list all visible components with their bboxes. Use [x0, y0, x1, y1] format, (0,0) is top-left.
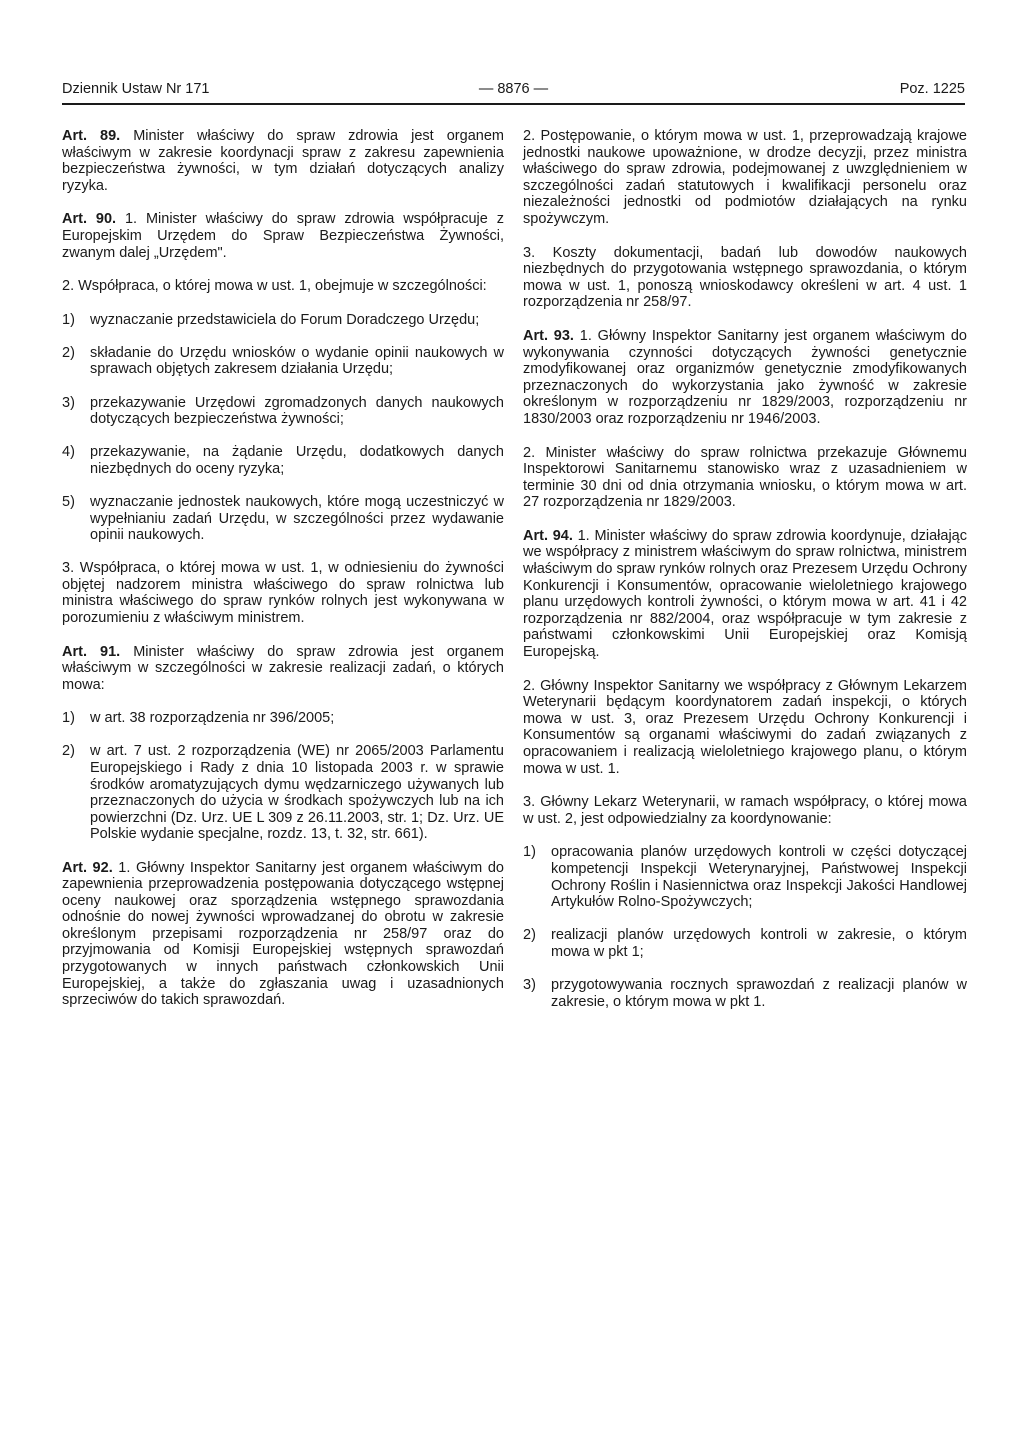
item-number: 3)	[523, 976, 536, 993]
page-number: — 8876 —	[478, 81, 549, 97]
list-item	[62, 710, 504, 727]
article-93-par-1	[523, 328, 967, 428]
article-89	[62, 128, 504, 194]
article-90-par-1	[62, 211, 504, 261]
right-column	[523, 128, 967, 1027]
article-text: Minister właściwy do spraw zdrowia jest organem właściwym w zakresie koordynacji spraw z zakresu zapewnienia bezpieczeństwa żywności, w tym działań dotyczących analizy ryzyka.	[62, 128, 504, 194]
article-92-par-2: 2. Postępowanie, o którym mowa w ust. 1, przeprowadzają krajowe jednostki naukowe upoważnione, w drodze decyzji, przez ministra właściwego do spraw zdrowia, podejmowanej z uwzględnieniem w szczególności zadań statutowych i kwalifikacji personelu oraz niezależności jednostki od podmiotów działających na rynku spożywczym.	[523, 128, 967, 227]
journal-title: Dziennik Ustaw Nr 171	[62, 81, 210, 97]
article-text: 1. Główny Inspektor Sanitarny jest organem właściwym do zapewnienia przeprowadzenia postępowania dotyczącego wstępnej oceny naukowej oraz sporządzenia wstępnego sprawozdania odnośnie do nowej żywności wprowadzanej do obrotu w zakresie określonym przepisami rozporządzenia nr 258/97 oraz do przyjmowania od Komisji Europejskiej wstępnych sprawozdań przygotowanych w innych państwach członkowskich Unii Europejskiej, a także do zgłaszania uwag i uzasadnionych sprzeciwów do takich sprawozdań.	[62, 859, 504, 1009]
article-label: Art. 89.	[62, 128, 121, 144]
item-number: 5)	[62, 493, 75, 510]
list-item	[62, 743, 504, 843]
item-text: wyznaczanie jednostek naukowych, które mogą uczestniczyć w wypełnianiu zadań Urzędu, w szczególności przez wydawanie opinii naukowych.	[90, 493, 504, 544]
list-item	[62, 312, 504, 329]
item-number: 2)	[62, 344, 75, 361]
item-text: przekazywanie Urzędowi zgromadzonych danych naukowych dotyczących bezpieczeństwa żywności;	[90, 394, 504, 428]
article-94-par-3: 3. Główny Lekarz Weterynarii, w ramach współpracy, o której mowa w ust. 2, jest odpowiedzialny za koordynowanie:	[523, 794, 967, 827]
item-number: 2)	[523, 927, 536, 944]
header-rule	[62, 103, 965, 105]
item-text: w art. 38 rozporządzenia nr 396/2005;	[90, 710, 335, 727]
list-item	[62, 494, 504, 544]
article-text: Minister właściwy do spraw zdrowia jest organem właściwym w szczególności w zakresie realizacji zadań, o których mowa:	[62, 643, 504, 693]
article-92-par-1	[62, 860, 504, 1009]
item-number: 3)	[62, 394, 75, 411]
list-item	[62, 444, 504, 477]
item-text: w art. 7 ust. 2 rozporządzenia (WE) nr 2065/2003 Parlamentu Europejskiego i Rady z dnia 10 listopada 2003 r. w sprawie środków aromatyzujących dymu wędzarniczego używanych lub przeznaczonych do użycia w środkach spożywczych lub na ich powierzchni (Dz. Urz. UE L 309 z 26.11.2003, str. 1; Dz. Urz. UE Polskie wydanie specjalne, rozdz. 13, t. 32, str. 661).	[90, 743, 504, 843]
item-number: 4)	[62, 444, 75, 461]
item-number: 1)	[62, 710, 75, 727]
item-number: 1)	[62, 311, 75, 328]
article-text: 1. Główny Inspektor Sanitarny jest organem właściwym do wykonywania czynności dotyczących żywności genetycznie zmodyfikowanej oraz organizmów genetycznie zmodyfikowanych przeznaczonych do wykorzystania jako żywność w zakresie określonym w rozporządzeniu nr 1829/2003, rozporządzeniu nr 1830/2003 oraz rozporządzeniu nr 1946/2003.	[523, 327, 967, 427]
article-91	[62, 644, 504, 694]
article-label: Art. 93.	[523, 327, 574, 344]
item-text: przekazywanie, na żądanie Urzędu, dodatkowych danych niezbędnych do oceny ryzyka;	[90, 444, 504, 477]
left-column	[62, 128, 504, 1026]
article-94-par-2: 2. Główny Inspektor Sanitarny we współpracy z Głównym Lekarzem Weterynarii będącym koordynatorem zadań inspekcji, o których mowa w ust. 3, oraz Prezesem Urzędu Ochrony Konkurencji i Konsumentów są organami właściwymi do zadań związanych z opracowaniem i realizacją wieloletniego krajowego planu, o którym mowa w ust. 1.	[523, 677, 967, 777]
item-text: składanie do Urzędu wniosków o wydanie opinii naukowych w sprawach objętych zakresem działania Urzędu;	[90, 344, 504, 378]
article-90-par-3: 3. Współpraca, o której mowa w ust. 1, w odniesieniu do żywności objętej nadzorem ministra właściwego do spraw rolnictwa lub ministra właściwego do spraw rynków rolnych jest wykonywana w porozumieniu z właściwym ministrem.	[62, 560, 504, 626]
article-92-par-3: 3. Koszty dokumentacji, badań lub dowodów naukowych niezbędnych do przygotowania wstępnego sprawozdania, o którym mowa w ust. 1, ponoszą wnioskodawcy określeni w art. 4 ust. 1 rozporządzenia nr 258/97.	[523, 244, 967, 311]
page-header	[62, 81, 965, 103]
article-label: Art. 90.	[62, 211, 117, 228]
article-90-par-2: 2. Współpraca, o której mowa w ust. 1, obejmuje w szczególności:	[62, 278, 487, 295]
item-text: przygotowywania rocznych sprawozdań z realizacji planów w zakresie, o którym mowa w pkt 1.	[551, 976, 967, 1010]
item-text: wyznaczanie przedstawiciela do Forum Doradczego Urzędu;	[90, 311, 480, 328]
article-93-par-2: 2. Minister właściwy do spraw rolnictwa przekazuje Głównemu Inspektorowi Sanitarnemu stanowisko wraz z uzasadnieniem w terminie 30 dni od dnia otrzymania wniosku, o którym mowa w art. 27 rozporządzenia nr 1829/2003.	[523, 444, 967, 511]
article-text: 1. Minister właściwy do spraw zdrowia współpracuje z Europejskim Urzędem do Spraw Bezpieczeństwa Żywności, zwanym dalej „Urzędem".	[62, 211, 504, 261]
list-item	[62, 345, 504, 378]
article-label: Art. 92.	[62, 859, 113, 876]
article-94-par-1	[523, 528, 967, 661]
position-number: Poz. 1225	[899, 81, 965, 97]
item-number: 1)	[523, 844, 536, 861]
list-item	[523, 844, 967, 910]
item-text: opracowania planów urzędowych kontroli w części dotyczącej kompetencji Inspekcji Weterynaryjnej, Państwowej Inspekcji Ochrony Roślin i Nasiennictwa oraz Inspekcji Jakości Handlowej Artykułów Rolno-Spożywczych;	[551, 844, 967, 911]
item-text: realizacji planów urzędowych kontroli w zakresie, o którym mowa w pkt 1;	[551, 927, 967, 960]
article-label: Art. 91.	[62, 643, 121, 660]
article-label: Art. 94.	[523, 527, 573, 544]
list-item	[523, 977, 967, 1010]
item-number: 2)	[62, 743, 75, 760]
list-item	[62, 395, 504, 428]
list-item	[523, 927, 967, 960]
article-text: 1. Minister właściwy do spraw zdrowia koordynuje, działając we współpracy z ministrem właściwym do spraw rolnictwa, ministrem właściwym do spraw rynków rolnych oraz Prezesem Urzędu Ochrony Konkurencji i Konsumentów, opracowanie wieloletniego krajowego planu urzędowych kontroli żywności, o którym mowa w art. 41 i 42 rozporządzenia nr 882/2004, oraz współpracuje w tym zakresie z państwami członkowskimi Unii Europejskiej oraz Komisją Europejską.	[523, 527, 968, 661]
